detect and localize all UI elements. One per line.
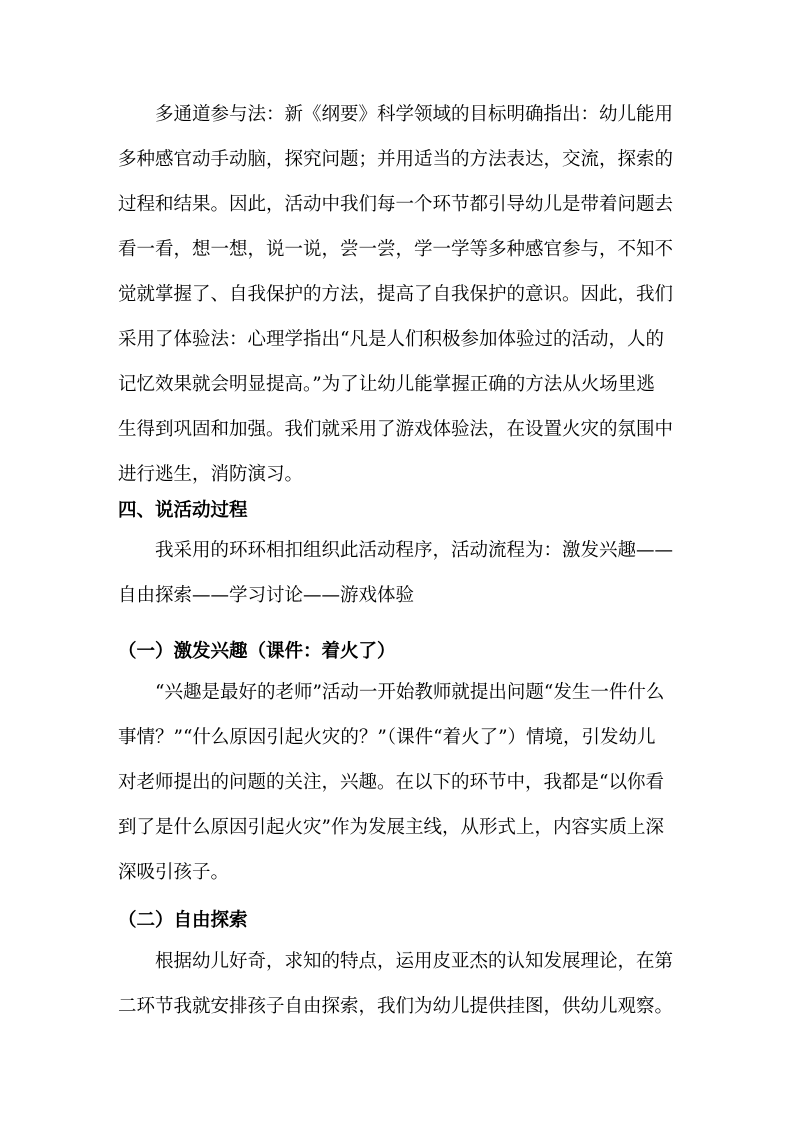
text-line: 过程和结果。因此，活动中我们每一个环节都引导幼儿是带着问题去	[118, 194, 674, 215]
text-line: 对老师提出的问题的关注，兴趣。在以下的环节中，我都是“以你看	[118, 772, 664, 793]
paragraph-interest	[118, 670, 678, 895]
text-line: 进行逃生，消防演习。	[118, 464, 304, 485]
text-line: 自由探索——学习讨论——游戏体验	[118, 585, 415, 606]
text-line: 记忆效果就会明显提高。”为了让幼儿能掌握正确的方法从火场里逃	[118, 374, 655, 395]
section-heading: 四、说活动过程	[118, 500, 248, 521]
paragraph-process	[118, 528, 678, 618]
text-line: 多通道参与法：新《纲要》科学领域的目标明确指出：幼儿能用	[155, 104, 674, 125]
text-line: 采用了体验法：心理学指出“凡是人们积极参加体验过的活动，人的	[118, 329, 664, 350]
paragraph-methods	[118, 92, 678, 497]
text-line: 二环节我就安排孩子自由探索，我们为幼儿提供挂图，供幼儿观察。	[118, 996, 674, 1017]
subsection-heading: （一）激发兴趣（课件：着火了）	[118, 641, 396, 662]
paragraph-explore	[118, 939, 678, 1029]
text-line: 我采用的环环相扣组织此活动程序，活动流程为：激发兴趣——	[155, 540, 674, 561]
text-line: “兴趣是最好的老师”活动一开始教师就提出问题“发生一件什么	[155, 682, 665, 703]
text-line: 深吸引孩子。	[118, 862, 230, 883]
text-line: 事情？”“什么原因引起火灾的？”（课件“着火了”）情境，引发幼儿	[118, 727, 656, 748]
text-line: 觉就掌握了、自我保护的方法，提高了自我保护的意识。因此，我们	[118, 284, 674, 305]
text-line: 生得到巩固和加强。我们就采用了游戏体验法，在设置火灾的氛围中	[118, 419, 674, 440]
text-line: 根据幼儿好奇，求知的特点，运用皮亚杰的认知发展理论，在第	[155, 951, 674, 972]
text-line: 看一看，想一想，说一说，尝一尝，学一学等多种感官参与，不知不	[118, 239, 674, 260]
text-line: 多种感官动手动脑，探究问题；并用适当的方法表达，交流，探索的	[118, 149, 674, 170]
subsection-heading: （二）自由探索	[118, 910, 248, 931]
text-line: 到了是什么原因引起火灾”作为发展主线，从形式上，内容实质上深	[118, 817, 664, 838]
